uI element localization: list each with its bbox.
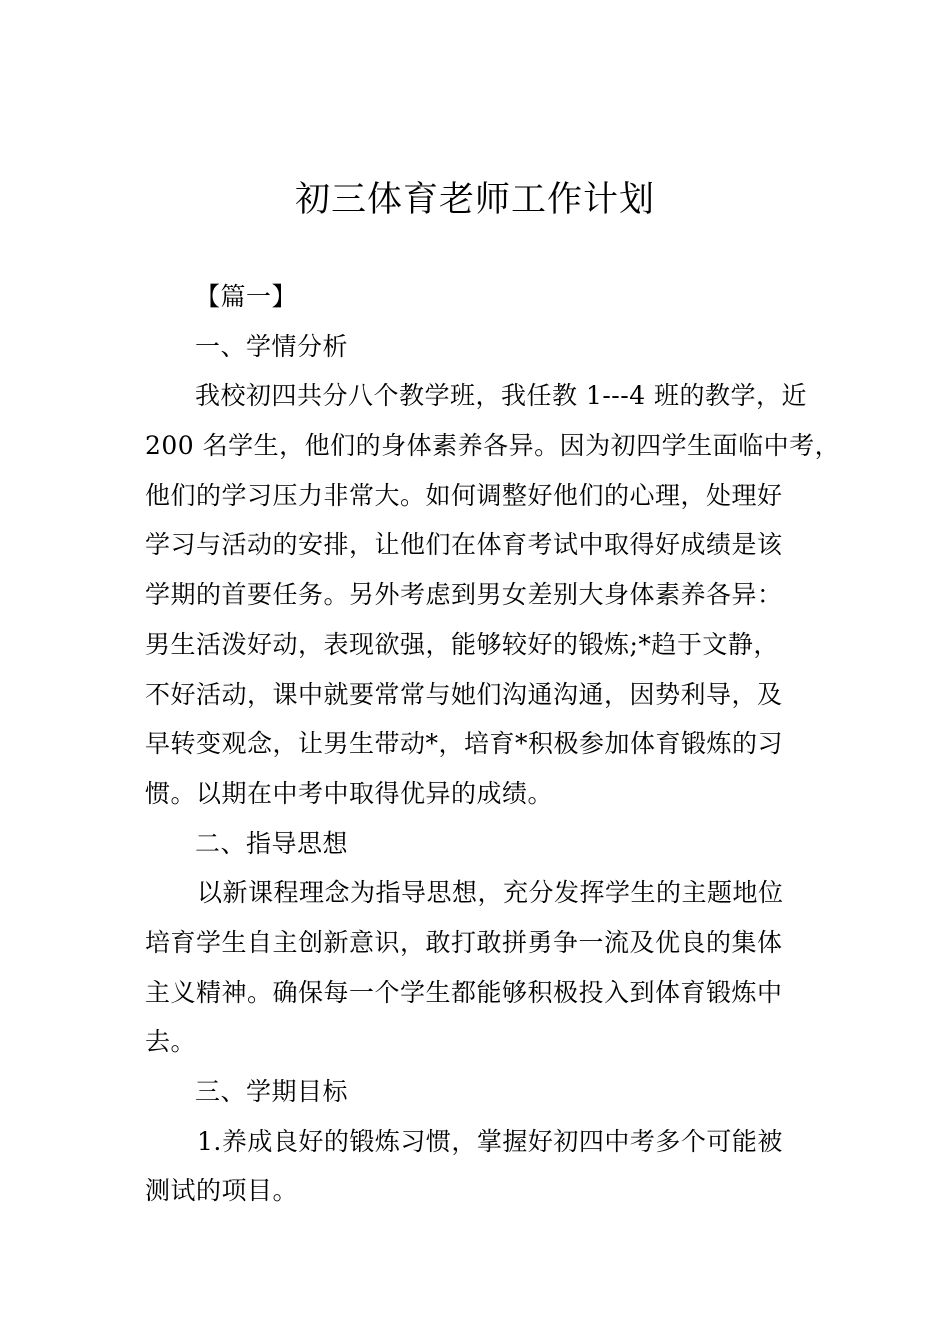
paragraph-line: 200 名学生，他们的身体素养各异。因为初四学生面临中考，	[145, 431, 841, 461]
list-item-continuation: 测试的项目。	[145, 1176, 299, 1206]
paragraph-line: 我校初四共分八个教学班，我任教 1---4 班的教学，近	[195, 381, 808, 411]
section-label: 【篇一】	[195, 282, 298, 311]
paragraph-line: 不好活动，课中就要常常与她们沟通沟通，因势利导，及	[145, 679, 783, 709]
heading-1: 一、学情分析	[195, 331, 349, 361]
heading-3: 三、学期目标	[195, 1077, 349, 1106]
paragraph-line: 早转变观念，让男生带动*，培育*积极参加体育锻炼的习	[145, 729, 784, 759]
paragraph-line: 学习与活动的安排，让他们在体育考试中取得好成绩是该	[145, 530, 783, 560]
paragraph-line: 惯。以期在中考中取得优异的成绩。	[145, 778, 554, 808]
document-title: 初三体育老师工作计划	[294, 180, 655, 220]
paragraph-line: 男生活泼好动，表现欲强，能够较好的锻炼;*趋于文静，	[145, 629, 779, 659]
heading-2: 二、指导思想	[195, 828, 349, 858]
paragraph-line: 培育学生自主创新意识，敢打敢拼勇争一流及优良的集体	[145, 927, 783, 957]
paragraph-line: 去。	[145, 1027, 197, 1057]
paragraph-line: 他们的学习压力非常大。如何调整好他们的心理，处理好	[145, 480, 783, 510]
list-item: 1.养成良好的锻炼习惯，掌握好初四中考多个可能被	[197, 1126, 783, 1156]
paragraph-line: 以新课程理念为指导思想，充分发挥学生的主题地位	[197, 878, 784, 908]
paragraph-line: 主义精神。确保每一个学生都能够积极投入到体育锻炼中	[145, 977, 783, 1007]
paragraph-line: 学期的首要任务。另外考虑到男女差别大身体素养各异：	[145, 580, 783, 610]
document-body	[145, 272, 841, 1216]
